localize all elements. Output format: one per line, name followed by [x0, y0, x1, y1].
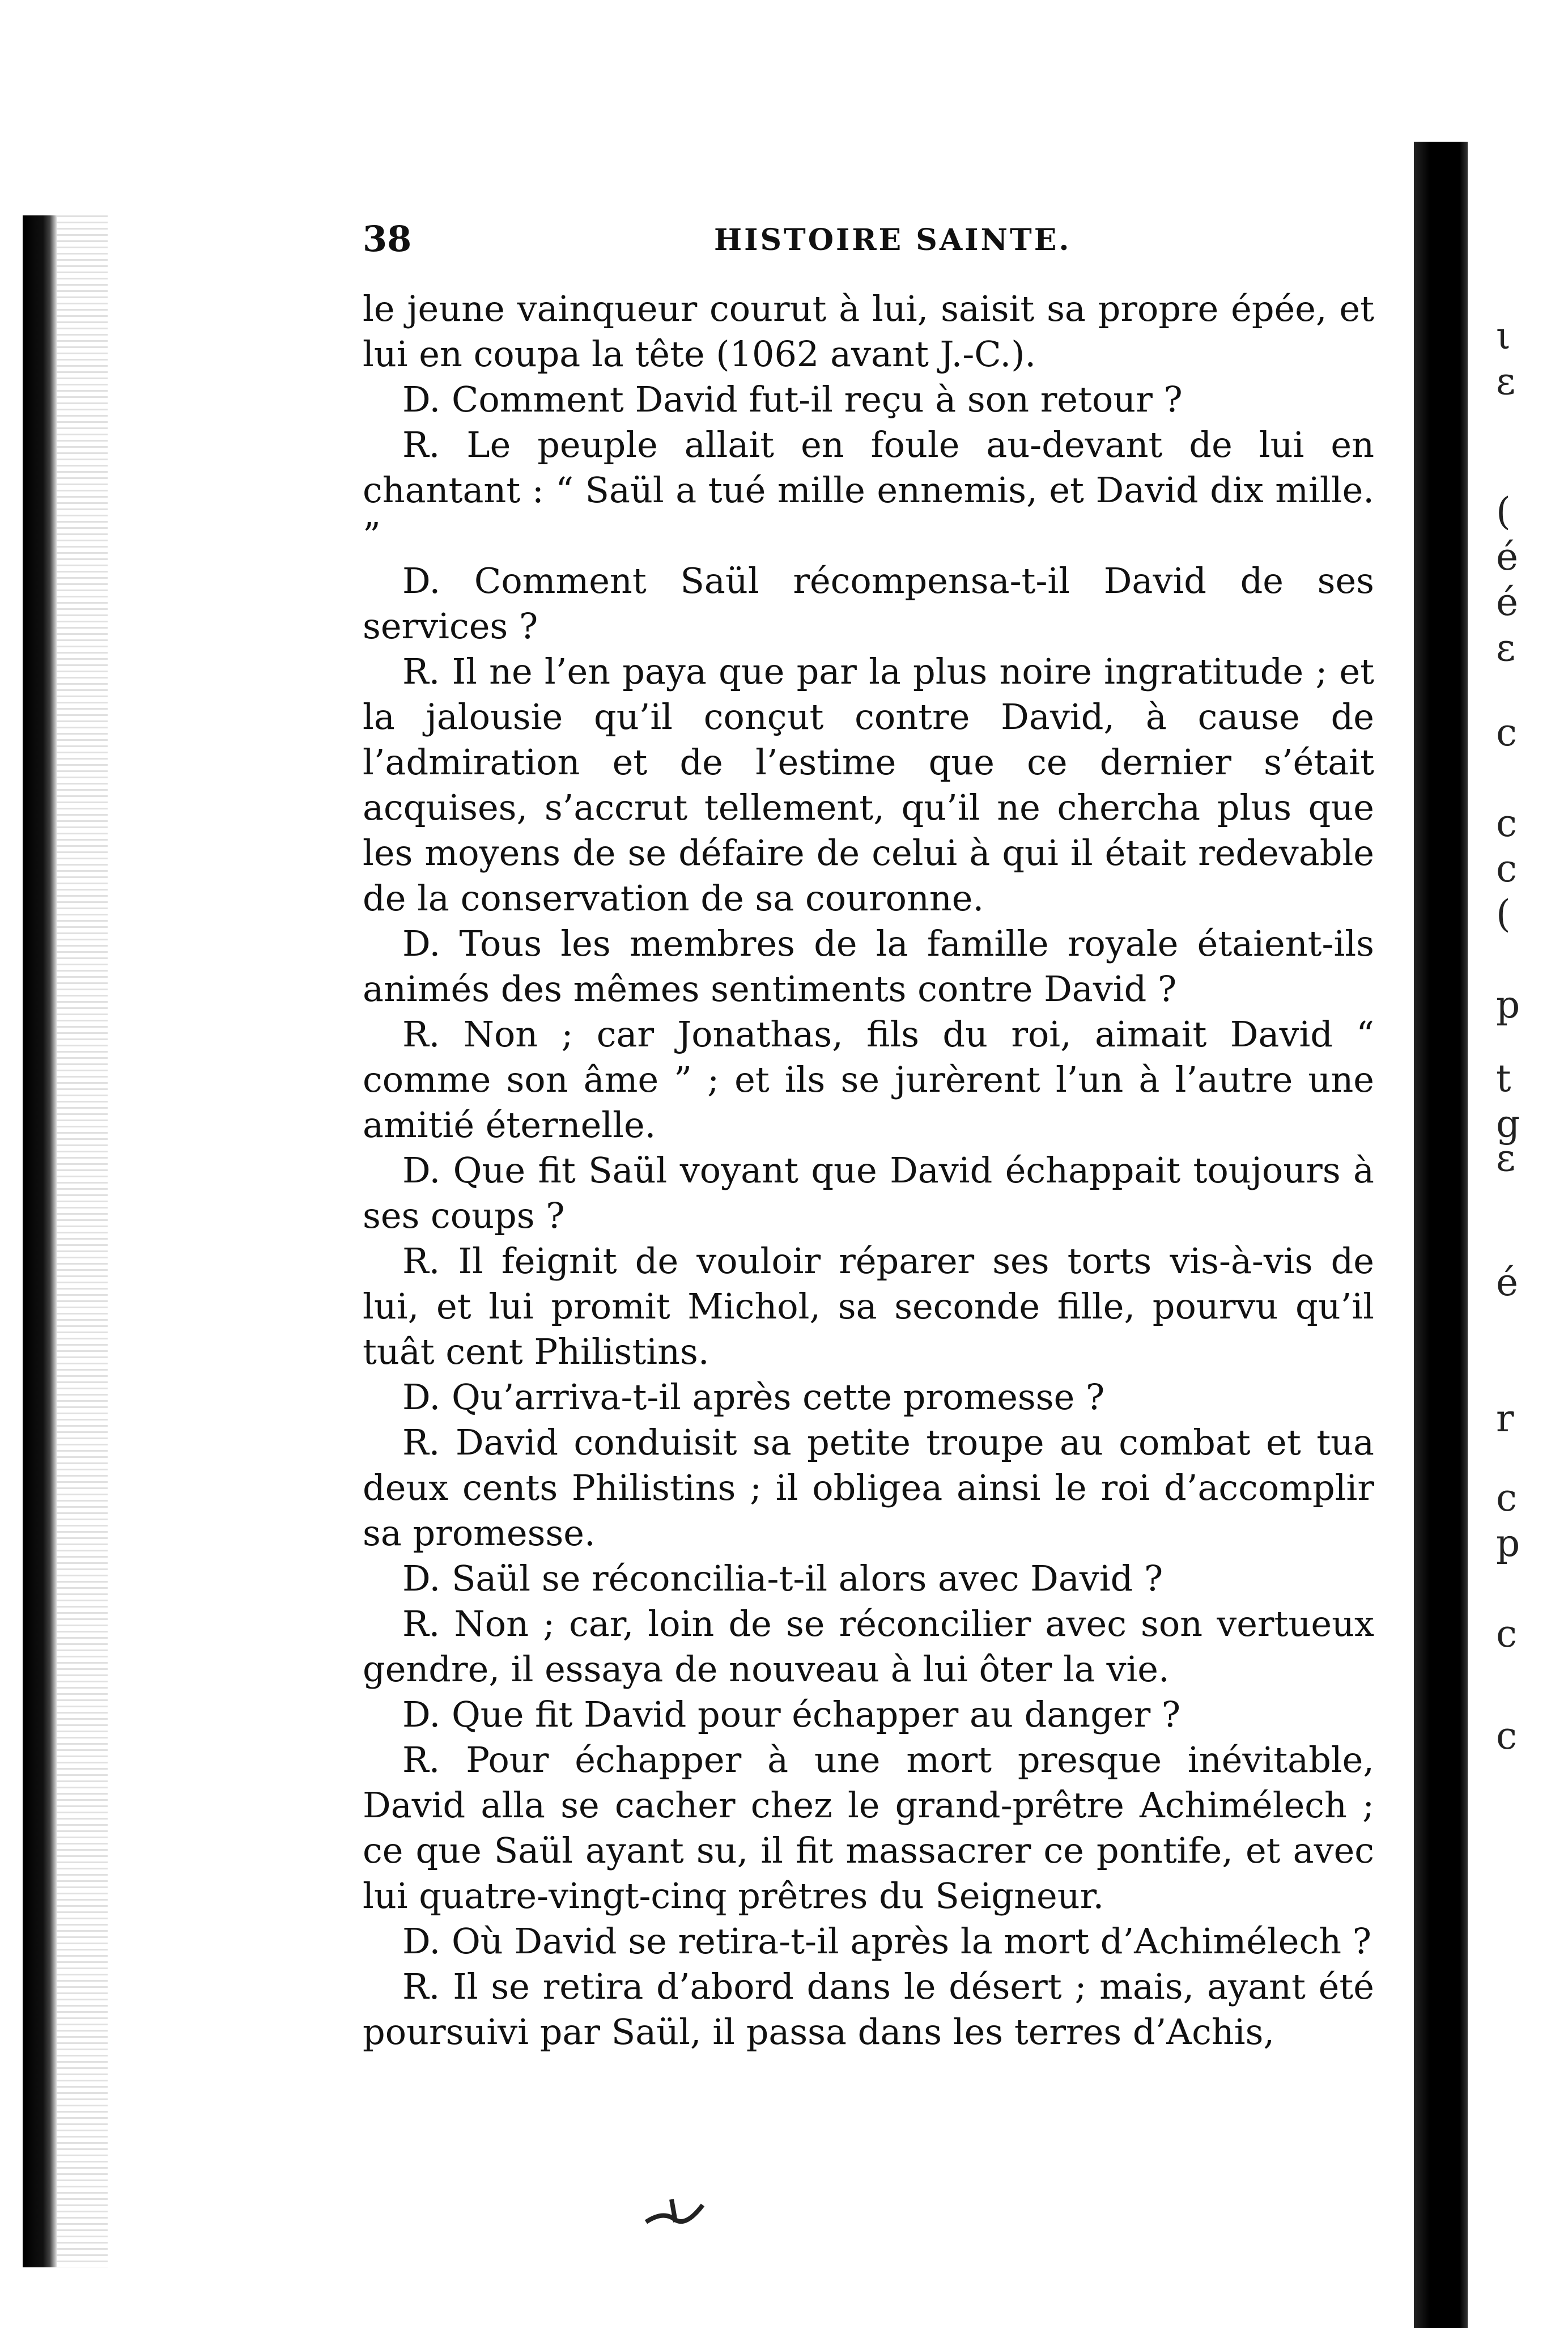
facing-letter: p: [1496, 1521, 1520, 1565]
facing-letter: c: [1496, 711, 1517, 754]
facing-letter: (: [1496, 490, 1511, 533]
question-text: Que fit Saül voyant que David échappait toujours à ses coups ?: [363, 1150, 1375, 1236]
question-label: D.: [402, 560, 441, 601]
facing-letter: é: [1496, 535, 1519, 579]
answer-text: David conduisit sa petite troupe au combat et tua deux cents Philistins ; il obligea ainsi le roi d’accomplir sa promesse.: [363, 1422, 1374, 1554]
answer-label: R.: [402, 1603, 440, 1644]
question-label: D.: [402, 1694, 441, 1735]
facing-letter: ε: [1496, 359, 1516, 403]
answer-label: R.: [402, 1240, 440, 1282]
question-label: D.: [402, 1558, 441, 1599]
answer-text: Pour échapper à une mort presque inévitable, David alla se cacher chez le grand-prêtre Achimélech ; ce que Saül ayant su, il fit massacrer ce pontife, et avec lui quatre-vingt-cinq prêtres du Seigneur.: [363, 1739, 1374, 1916]
facing-letter: (: [1496, 892, 1511, 936]
question-text: Où David se retira-t-il après la mort d’Achimélech ?: [451, 1920, 1372, 1962]
facing-letter: ε: [1496, 626, 1516, 669]
body-text: [363, 286, 1374, 2055]
facing-letter: é: [1496, 1261, 1519, 1304]
question: [363, 1556, 1374, 1601]
question: [363, 1692, 1374, 1737]
facing-letter: t: [1496, 1057, 1511, 1100]
question-text: Tous les membres de la famille royale étaient-ils animés des mêmes sentiments contre David ?: [363, 923, 1374, 1010]
facing-letter: ι: [1496, 314, 1511, 358]
answer-text: Il se retira d’abord dans le désert ; mais, ayant été poursuivi par Saül, il passa dans les terres d’Achis,: [363, 1966, 1374, 2053]
question-text: Saül se réconcilia-t-il alors avec David ?: [451, 1558, 1163, 1599]
scan-left-border: [23, 215, 57, 2267]
answer: [363, 1239, 1374, 1375]
answer-text: Le peuple allait en foule au-devant de lui en chantant : “ Saül a tué mille ennemis, et David dix mille. ”: [363, 424, 1375, 556]
question: [363, 1148, 1374, 1239]
page-header: [363, 218, 1383, 264]
answer: [363, 1601, 1374, 1692]
question-label: D.: [402, 1376, 441, 1418]
answer-text: Non ; car, loin de se réconcilier avec son vertueux gendre, il essaya de nouveau à lui ôter la vie.: [363, 1603, 1374, 1690]
answer-label: R.: [402, 1014, 440, 1055]
answer-label: R.: [402, 1966, 440, 2007]
question-text: Comment David fut-il reçu à son retour ?: [451, 379, 1183, 420]
paragraph-text: le jeune vainqueur courut à lui, saisit sa propre épée, et lui en coupa la tête (1062 avant J.-C.).: [363, 288, 1374, 375]
facing-letter: c: [1496, 1714, 1517, 1758]
facing-letter: c: [1496, 802, 1517, 845]
answer-label: R.: [402, 1422, 440, 1463]
running-title: HISTOIRE SAINTE.: [714, 223, 1072, 257]
question-label: D.: [402, 1150, 441, 1191]
answer-label: R.: [402, 1739, 440, 1780]
question: [363, 377, 1374, 422]
answer: [363, 422, 1374, 558]
answer: [363, 1737, 1374, 1919]
question-text: Qu’arriva-t-il après cette promesse ?: [451, 1376, 1105, 1418]
answer-label: R.: [402, 651, 440, 692]
answer: [363, 1964, 1374, 2055]
page-gutter-shadow: [1414, 142, 1468, 2328]
question: [363, 558, 1374, 649]
question-label: D.: [402, 923, 441, 964]
question-text: Comment Saül récompensa-t-il David de ses services ?: [363, 560, 1374, 647]
answer: [363, 1420, 1374, 1556]
answer: [363, 649, 1374, 921]
question: [363, 1375, 1374, 1420]
scan-left-grain: [57, 215, 108, 2267]
facing-letter: r: [1496, 1397, 1514, 1440]
facing-letter: c: [1496, 1612, 1517, 1656]
ink-smudge-mark: [640, 2188, 708, 2233]
answer-text: Non ; car Jonathas, fils du roi, aimait David “ comme son âme ” ; et ils se jurèrent l’un à l’autre une amitié éternelle.: [363, 1014, 1374, 1146]
question: [363, 921, 1374, 1012]
facing-letter: p: [1496, 983, 1520, 1027]
question-label: D.: [402, 379, 441, 420]
answer-text: Il ne l’en paya que par la plus noire ingratitude ; et la jalousie qu’il conçut contre David, à cause de l’admiration et de l’estime que ce dernier s’était acquises, s’accrut tellement, qu’il ne chercha plus que les moyens de se défaire de celui à qui il était redevable de la conservation de sa couronne.: [363, 651, 1375, 919]
facing-letter: g: [1496, 1102, 1520, 1146]
facing-letter: c: [1496, 1476, 1517, 1520]
question-label: D.: [402, 1920, 441, 1962]
answer: [363, 1012, 1374, 1148]
paragraph: [363, 286, 1374, 377]
question: [363, 1919, 1374, 1964]
facing-letter: é: [1496, 580, 1519, 624]
facing-letter: c: [1496, 847, 1517, 891]
question-text: Que fit David pour échapper au danger ?: [451, 1694, 1181, 1735]
page-number: 38: [363, 218, 412, 260]
facing-letter: ε: [1496, 1136, 1516, 1180]
answer-label: R.: [402, 424, 440, 465]
answer-text: Il feignit de vouloir réparer ses torts vis-à-vis de lui, et lui promit Michol, sa seconde fille, pourvu qu’il tuât cent Philistins.: [363, 1240, 1374, 1372]
